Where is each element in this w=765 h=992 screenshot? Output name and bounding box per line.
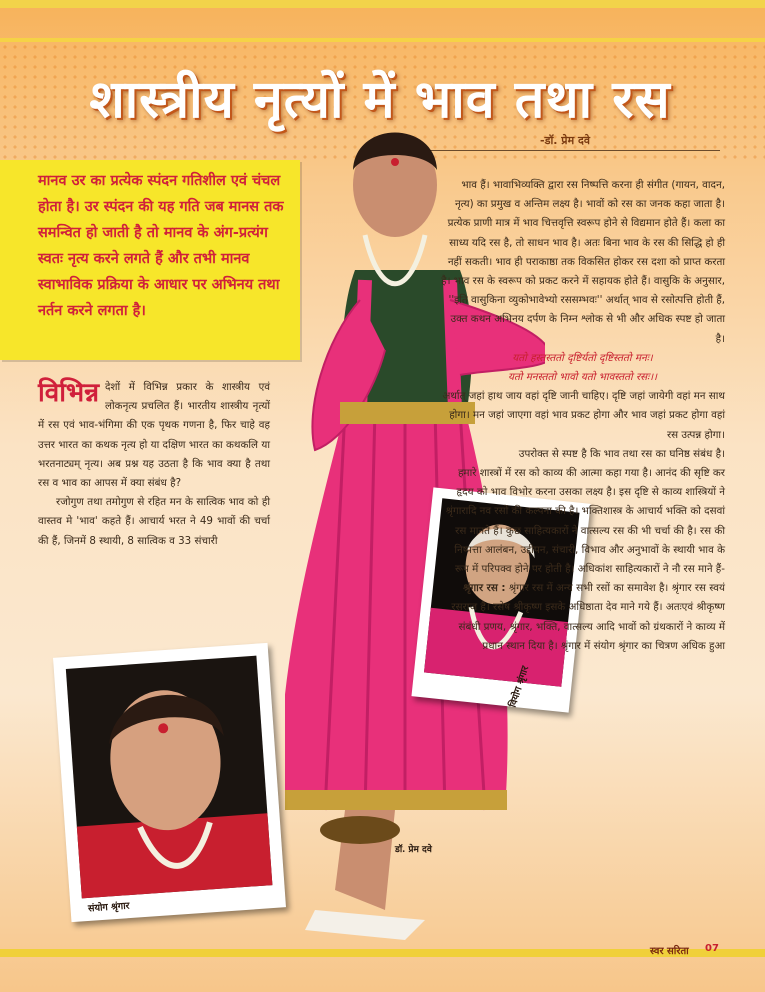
lead-text: मानव उर का प्रत्येक स्पंदन गतिशील एवं चंचल होता है। उर स्पंदन की यह गति जब मानस तक समन्वित हो जाती है तो मानव के अंग-प्रत्यंग स्वतः नृत्य करने लगते हैं और तभी मानव स्वाभाविक प्रक्रिया के आधार पर अभिनय तथा नर्तन करने लगता है। xyxy=(38,173,284,319)
right-paragraph-1: भाव हैं। भावाभिव्यक्ति द्वारा रस निष्पत्ति करना ही संगीत (गायन, वादन, नृत्य) का प्रमुख व अन्तिम लक्ष्य है। भावों को रस का जनक कहा जाता है। प्रत्येक प्राणी मात्र में भाव चित्तवृत्ति स्वरूप होने से विद्यमान होते हैं। कला का साध्य यदि रस है, तो साधन भाव है। अतः बिना भाव के रस की सिद्धि हो ही नहीं सकती। भाव ही पराकाष्ठा तक विकसित होकर रस दशा को प्राप्त करता है। भाव रस के स्वरूप को प्रकट करने में सहायक होते हैं। वासुकि के अनुसार, ''इति वासुकिना व्युकोभावेभ्यो रससम्भवः'' अर्थात् भाव से रसोत्पत्ति होती हैं, उक्त कथन अभिनय दर्पण के निम्न श्लोक से भी और अधिक स्पष्ट हो जाता है। xyxy=(441,179,725,345)
right-paragraph-5 xyxy=(440,579,725,656)
author-byline: -डॉ. प्रेम दवे xyxy=(540,134,590,147)
left-paragraph-1 xyxy=(38,378,270,493)
verse-line-2: यतो मनस्ततो भावो यतो भावस्ततो रसः।। xyxy=(507,371,658,384)
page-number: 07 xyxy=(705,943,719,954)
dropcap: विभिन्न xyxy=(38,378,100,408)
right-column xyxy=(440,176,725,656)
photo-sanyog-shringar xyxy=(53,643,286,922)
right-paragraph-2: अर्थात् जहां हाथ जाय वहां दृष्टि जानी चाहिए। दृष्टि जहां जायेगी वहां मन साथ होगा। मन जहां जाएगा वहां भाव प्रकट होगा और भाव जहां प्रकट होगा वहां रस उत्पन्न होगा। xyxy=(442,390,725,441)
caption-viyog: वियोग श्रृंगार xyxy=(507,664,532,709)
caption-sanyog: संयोग श्रृंगार xyxy=(87,900,130,915)
left-paragraph-2: रजोगुण तथा तमोगुण से रहित मन के सात्विक भाव को ही वास्तव मे 'भाव' कहते हैं। आचार्य भरत ने 49 भावों की चर्चा की हैं, जिनमें 8 स्थायी, 8 सात्विक व 33 संचारी xyxy=(38,496,270,547)
caption-dancer: डॉ. प्रेम दवे xyxy=(395,845,432,855)
right-paragraph-3: उपरोक्त से स्पष्ट है कि भाव तथा रस का घनिष्ठ संबंध है। xyxy=(518,447,725,460)
shringar-label: श्रृंगार रस : xyxy=(463,582,506,595)
top-band xyxy=(0,0,765,8)
right-paragraph-5-text: श्रृंगार रस में अन्य सभी रसों का समावेश है। श्रृंगार रस स्वयं रसराज है। रसेष श्रीकृष्ण इसके अधिष्ठाता देव माने गये हैं। अतःएवं श्रीकृष्ण संबंधी प्रणय, श्रृंगार, भक्ति, वात्सल्य आदि भावों को ग्रंथकारों ने काव्य में प्रधान स्थान दिया है। श्रृंगार में संयोग श्रृंगार का चित्रण अधिक हुआ xyxy=(451,582,725,652)
right-paragraph-4: हमारे शास्त्रों में रस को काव्य की आत्मा कहा गया है। आनंद की सृष्टि कर हृदय को भाव विभोर करना उसका लक्ष्य है। इस दृष्टि से काव्य शास्त्रियों ने श्रृंगारादि नव रसों की कल्पना की है। भक्तिशास्त्र के आचार्य भक्ति को दसवां रस मानते हैं। कुछ साहित्यकारों ने वात्सल्य रस की भी चर्चा की है। रस की निष्पत्ता आलंबन, उद्दीपन, संचारी, विभाव और अनुभावों के स्थायी भाव के रूप में परिपक्व होने पर होती है। अधिकांश साहित्यकारों ने नौ रस माने हैं- xyxy=(445,467,725,576)
left-column xyxy=(38,378,270,551)
left-paragraph-1-text: देशों में विभिन्न प्रकार के शास्त्रीय एवं लोकनृत्य प्रचलित हैं। भारतीय शास्त्रीय नृत्यों में रस एवं भाव-भंगिमा की एक पृथक गणना है, फिर चाहे वह उत्तर भारत का कथक नृत्य हो या दक्षिण भारत का कथकलि या भरतनाट्यम् नृत्य। अब प्रश्न यह उठता है कि भाव क्या है तथा रस व भाव का आपस में क्या संबंध है? xyxy=(38,381,270,490)
photo-portrait-1 xyxy=(53,643,286,922)
verse-line-1: यतो हस्तस्ततो दृष्टिर्यतो दृष्टिस्ततो मनः। xyxy=(512,351,653,364)
magazine-name: स्वर सरिता xyxy=(650,946,689,957)
article-title: शास्त्रीय नृत्यों में भाव तथा रस xyxy=(89,69,671,130)
lead-box xyxy=(0,160,300,360)
